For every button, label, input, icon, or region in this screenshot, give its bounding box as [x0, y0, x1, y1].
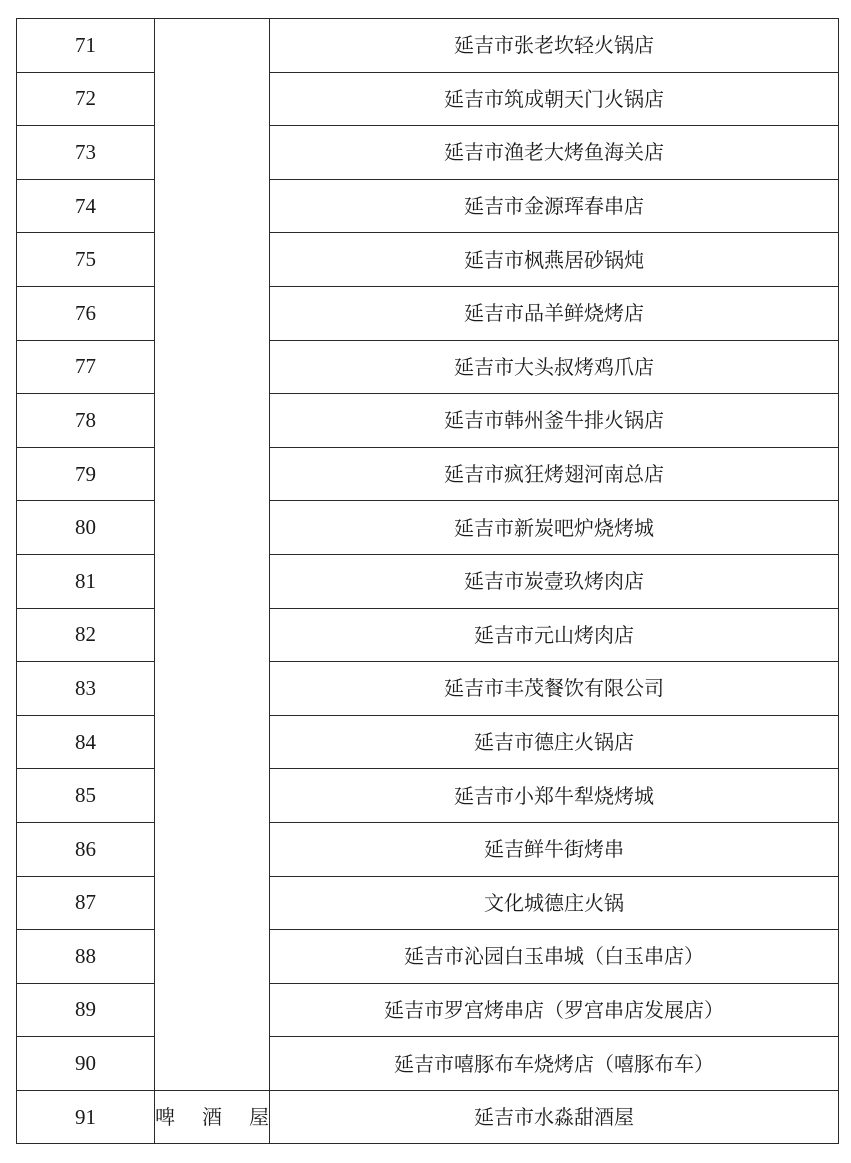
category-cell [155, 769, 270, 823]
store-name: 延吉市沁园白玉串城（白玉串店） [270, 930, 839, 984]
category-cell [155, 447, 270, 501]
table-row [17, 179, 839, 233]
category-char: 啤 [155, 1105, 175, 1130]
category-cell [155, 983, 270, 1037]
store-name: 延吉市丰茂餐饮有限公司 [270, 662, 839, 716]
row-number: 77 [17, 340, 155, 394]
category-cell [155, 608, 270, 662]
category-cell [155, 19, 270, 73]
table-row [17, 394, 839, 448]
table-row [17, 19, 839, 73]
table-row [17, 72, 839, 126]
table-body [17, 19, 839, 1144]
store-name: 延吉市德庄火锅店 [270, 715, 839, 769]
category-label [155, 1105, 269, 1130]
row-number: 74 [17, 179, 155, 233]
store-name: 延吉市金源珲春串店 [270, 179, 839, 233]
row-number: 87 [17, 876, 155, 930]
row-number: 72 [17, 72, 155, 126]
table-row [17, 769, 839, 823]
row-number: 84 [17, 715, 155, 769]
table-row [17, 126, 839, 180]
store-name: 延吉市疯狂烤翅河南总店 [270, 447, 839, 501]
table-row [17, 608, 839, 662]
row-number: 86 [17, 822, 155, 876]
category-cell [155, 662, 270, 716]
table-row [17, 1090, 839, 1144]
category-char: 酒 [202, 1105, 222, 1130]
category-char: 屋 [249, 1105, 269, 1130]
row-number: 91 [17, 1090, 155, 1144]
row-number: 85 [17, 769, 155, 823]
store-name: 延吉市元山烤肉店 [270, 608, 839, 662]
row-number: 73 [17, 126, 155, 180]
table-row [17, 554, 839, 608]
category-cell [155, 1090, 270, 1144]
table-row [17, 286, 839, 340]
category-cell [155, 233, 270, 287]
store-name: 延吉市渔老大烤鱼海关店 [270, 126, 839, 180]
store-name: 延吉市张老坎轻火锅店 [270, 19, 839, 73]
category-cell [155, 501, 270, 555]
row-number: 78 [17, 394, 155, 448]
store-name: 延吉市筑成朝天门火锅店 [270, 72, 839, 126]
category-cell [155, 876, 270, 930]
store-name: 延吉市品羊鲜烧烤店 [270, 286, 839, 340]
store-name: 延吉市韩州釜牛排火锅店 [270, 394, 839, 448]
store-name: 延吉市枫燕居砂锅炖 [270, 233, 839, 287]
store-list-table [16, 18, 839, 1144]
table-row [17, 662, 839, 716]
row-number: 75 [17, 233, 155, 287]
table-row [17, 233, 839, 287]
category-cell [155, 72, 270, 126]
table-row [17, 876, 839, 930]
store-name: 延吉市炭壹玖烤肉店 [270, 554, 839, 608]
category-cell [155, 179, 270, 233]
row-number: 71 [17, 19, 155, 73]
category-cell [155, 340, 270, 394]
category-cell [155, 286, 270, 340]
store-name: 延吉市大头叔烤鸡爪店 [270, 340, 839, 394]
row-number: 89 [17, 983, 155, 1037]
row-number: 90 [17, 1037, 155, 1091]
table-row [17, 340, 839, 394]
table-row [17, 715, 839, 769]
table-row [17, 930, 839, 984]
category-cell [155, 930, 270, 984]
row-number: 76 [17, 286, 155, 340]
store-name: 延吉市嘻豚布车烧烤店（嘻豚布车） [270, 1037, 839, 1091]
table-row [17, 447, 839, 501]
store-name: 延吉市水淼甜酒屋 [270, 1090, 839, 1144]
table-row [17, 822, 839, 876]
store-name: 延吉市新炭吧炉烧烤城 [270, 501, 839, 555]
row-number: 82 [17, 608, 155, 662]
category-cell [155, 822, 270, 876]
category-cell [155, 554, 270, 608]
category-cell [155, 715, 270, 769]
row-number: 79 [17, 447, 155, 501]
table-row [17, 1037, 839, 1091]
table-row [17, 501, 839, 555]
row-number: 80 [17, 501, 155, 555]
category-cell [155, 394, 270, 448]
store-name: 延吉市小郑牛犁烧烤城 [270, 769, 839, 823]
category-cell [155, 1037, 270, 1091]
row-number: 81 [17, 554, 155, 608]
row-number: 83 [17, 662, 155, 716]
category-cell [155, 126, 270, 180]
row-number: 88 [17, 930, 155, 984]
store-name: 文化城德庄火锅 [270, 876, 839, 930]
table-row [17, 983, 839, 1037]
store-name: 延吉鲜牛街烤串 [270, 822, 839, 876]
store-name: 延吉市罗宫烤串店（罗宫串店发展店） [270, 983, 839, 1037]
